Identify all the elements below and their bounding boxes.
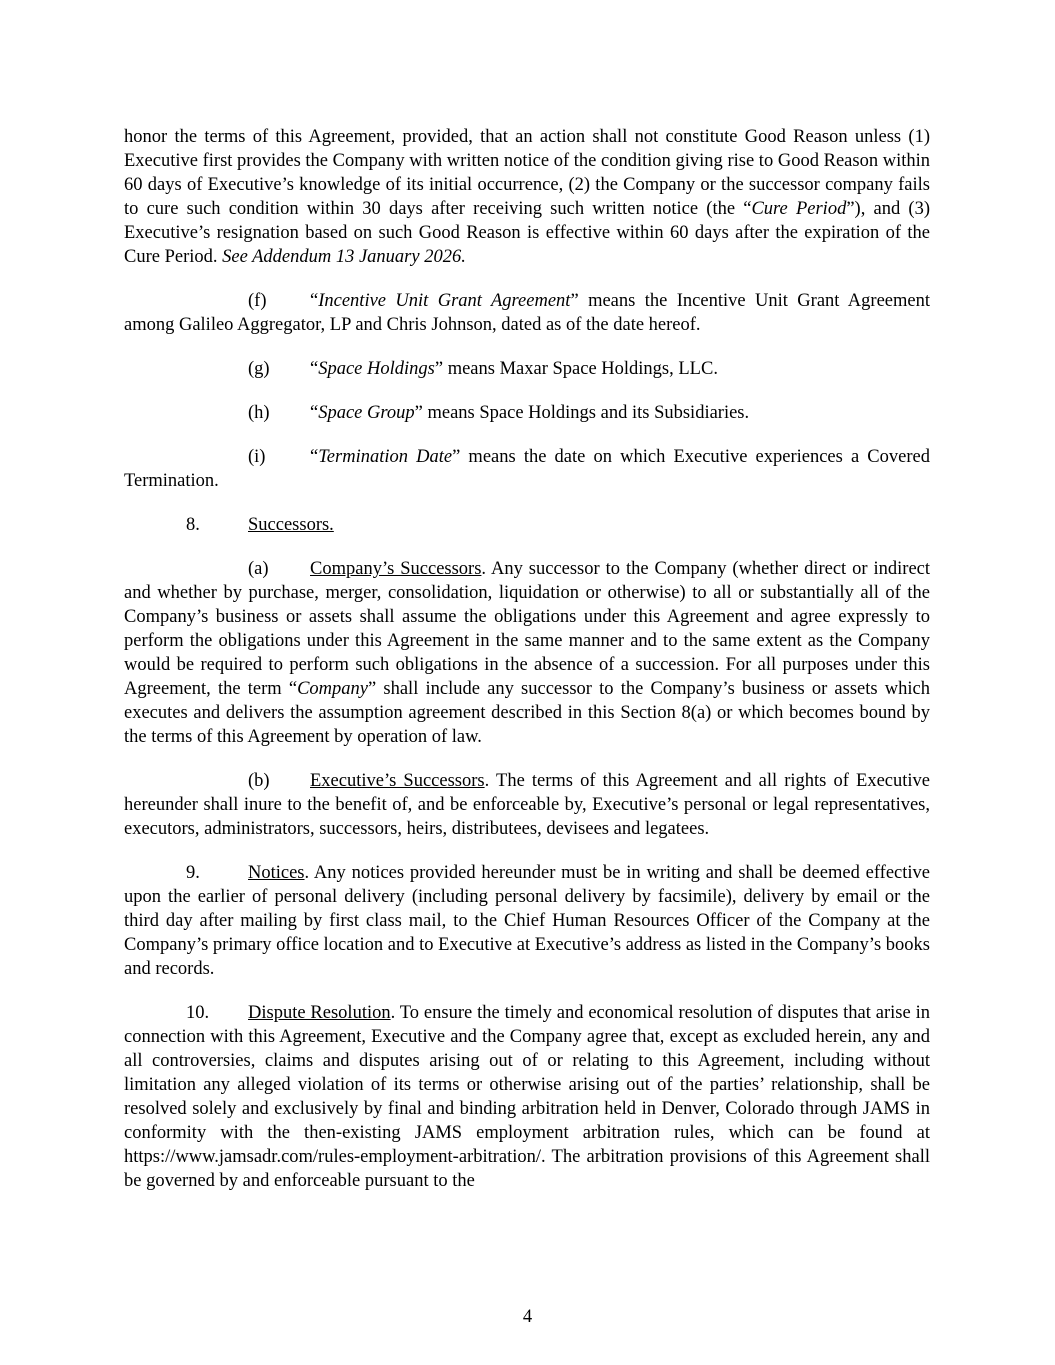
addendum-note: See Addendum 13 January 2026. xyxy=(222,247,466,267)
subsection-label: (b) xyxy=(248,771,270,791)
section-10: 10. Dispute Resolution. To ensure the timely and economical resolution of disputes that arise in connection with this Agreement, Executive and the Company agree that, except as excluded herein, any and all controversies, claims and disputes arising out of or relating to this Agreement, including without limitation any alleged violation of its terms or otherwise arising out of the parties’ relationship, shall be resolved solely and exclusively by final and binding arbitration held in Denver, Colorado through JAMS in conformity with the then-existing JAMS employment arbitration rules, which can be found at https://www.jamsadr.com/rules-employment-arbitration/. The arbitration provisions of this Agreement shall be governed by and enforceable pursuant to the xyxy=(124,1003,930,1191)
paragraph-good-reason-continuation: honor the terms of this Agreement, provided, that an action shall not constitute Good Reason unless (1) Executive first provides the Company with written notice of the condition giving rise to Good Reason within 60 days of Executive’s knowledge of its initial occurrence, (2) the Company or the successor company fails to cure such condition within 30 days after receiving such written notice (the “Cure Period”), and (3) Executive’s resignation based on such Good Reason is effective within 60 days after the expiration of the Cure Period. See Addendum 13 January 2026. xyxy=(124,127,930,267)
defined-term: Space Group xyxy=(318,403,415,423)
defined-term: Space Holdings xyxy=(318,359,435,379)
defined-term: Termination Date xyxy=(318,447,453,467)
subsection-label: (a) xyxy=(248,559,269,579)
definition-g: (g) “Space Holdings” means Maxar Space Holdings, LLC. xyxy=(248,359,718,379)
section-9: 9. Notices. Any notices provided hereunder must be in writing and shall be deemed effective upon the earlier of personal delivery (including personal delivery by facsimile), delivery by email or the third day after mailing by first class mail, to the Chief Human Resources Officer of the Company at the Company’s primary office location and to Executive at Executive’s address as listed in the Company’s books and records. xyxy=(124,863,930,979)
section-heading: Dispute Resolution xyxy=(248,1003,391,1023)
definition-label: (g) xyxy=(248,359,270,379)
definition-label: (i) xyxy=(248,447,266,467)
section-8b: (b) Executive’s Successors. The terms of this Agreement and all rights of Executive hereunder shall inure to the benefit of, and be enforceable by, Executive’s personal or legal representatives, executors, administrators, successors, heirs, distributees, devisees and legatees. xyxy=(124,771,930,839)
definition-label: (f) xyxy=(248,291,267,311)
definition-h: (h) “Space Group” means Space Holdings and its Subsidiaries. xyxy=(248,403,750,423)
defined-term: Incentive Unit Grant Agreement xyxy=(318,291,571,311)
term-company: Company xyxy=(297,679,368,699)
section-8-heading xyxy=(124,513,930,537)
term-cure-period: Cure Period xyxy=(751,199,847,219)
section-8a: (a) Company’s Successors. Any successor to the Company (whether direct or indirect and whether by purchase, merger, consolidation, liquidation or otherwise) to all or substantially all of the Company’s business or assets shall assume the obligations under this Agreement and agree expressly to perform the obligations under this Agreement in the same manner and to the same extent as the Company would be required to perform such obligations in the absence of a succession. For all purposes under this Agreement, the term “Company” shall include any successor to the Company’s business or assets which executes and delivers the assumption agreement described in this Section 8(a) or which becomes bound by the terms of this Agreement by operation of law. xyxy=(124,559,931,747)
document-page xyxy=(124,125,930,1193)
section-heading: Notices xyxy=(248,863,305,883)
section-number: 8. xyxy=(186,515,200,535)
page-number: 4 xyxy=(522,1307,533,1327)
subsection-heading: Executive’s Successors xyxy=(310,771,485,791)
definition-i: (i) “Termination Date” means the date on which Executive experiences a Covered Termination. xyxy=(124,447,930,491)
definition-f: (f) “Incentive Unit Grant Agreement” means the Incentive Unit Grant Agreement among Galileo Aggregator, LP and Chris Johnson, dated as of the date hereof. xyxy=(124,291,930,335)
section-number: 9. xyxy=(186,863,200,883)
subsection-heading: Company’s Successors xyxy=(310,559,482,579)
definition-label: (h) xyxy=(248,403,270,423)
section-title: Successors. xyxy=(248,515,334,535)
section-number: 10. xyxy=(186,1003,210,1023)
